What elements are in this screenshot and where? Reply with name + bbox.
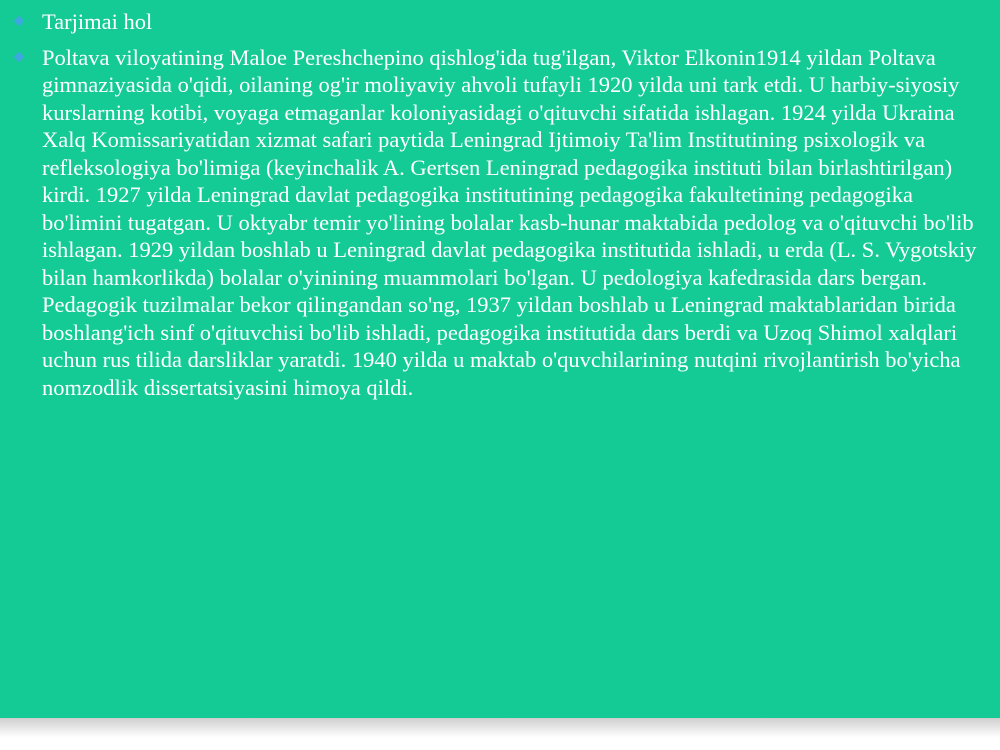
bullet-text-biography: Poltava viloyatining Maloe Pereshchepino qishlog'ida tug'ilgan, Viktor Elkonin1914 yildan Poltava gimnaziyasida o'qidi, oilaning og'ir moliyaviy ahvoli tufayli 1920 yilda uni tark etdi. U harbiy-siyosiy kurslarning kotibi, voyaga etmaganlar koloniyasidagi o'qituvchi sifatida ishlagan. 1924 yilda Ukraina Xalq Komissariyatidan xizmat safari paytida Leningrad Ijtimoiy Ta'lim Institutining psixologik va refleksologiya bo'limiga (keyinchalik A. Gertsen Leningrad pedagogika instituti bilan birlashtirilgan) kirdi. 1927 yilda Leningrad davlat pedagogika institutining pedagogika fakultetining pedagogika bo'limini tugatgan. U oktyabr temir yo'lining bolalar kasb-hunar maktabida pedolog va o'qituvchi bo'lib ishlagan. 1929 yildan boshlab u Leningrad davlat pedagogika institutida ishladi, u erda (L. S. Vygotskiy bilan hamkorlikda) bolalar o'yinining muammolari bo'lgan. U pedologiya kafedrasida dars bergan. Pedagogik tuzilmalar bekor qilingandan so'ng, 1937 yildan boshlab u Leningrad maktablaridan birida boshlang'ich sinf o'qituvchisi bo'lib ishladi, pedagogika institutida dars berdi va Uzoq Shimol xalqlari uchun rus tilida darsliklar yaratdi. 1940 yilda u maktab o'quvchilarining nutqini rivojlantirish bo'yicha nomzodlik dissertatsiyasini himoya qildi.: [42, 44, 977, 400]
bullet-text-heading: Tarjimai hol: [42, 9, 153, 34]
diamond-bullet-icon: [14, 16, 25, 27]
bullet-list: [12, 8, 982, 409]
bullet-item-biography: [12, 44, 982, 402]
bullet-item-heading: [12, 8, 982, 36]
diamond-bullet-icon: [14, 51, 25, 62]
slide-shadow-floor: [0, 718, 1000, 750]
